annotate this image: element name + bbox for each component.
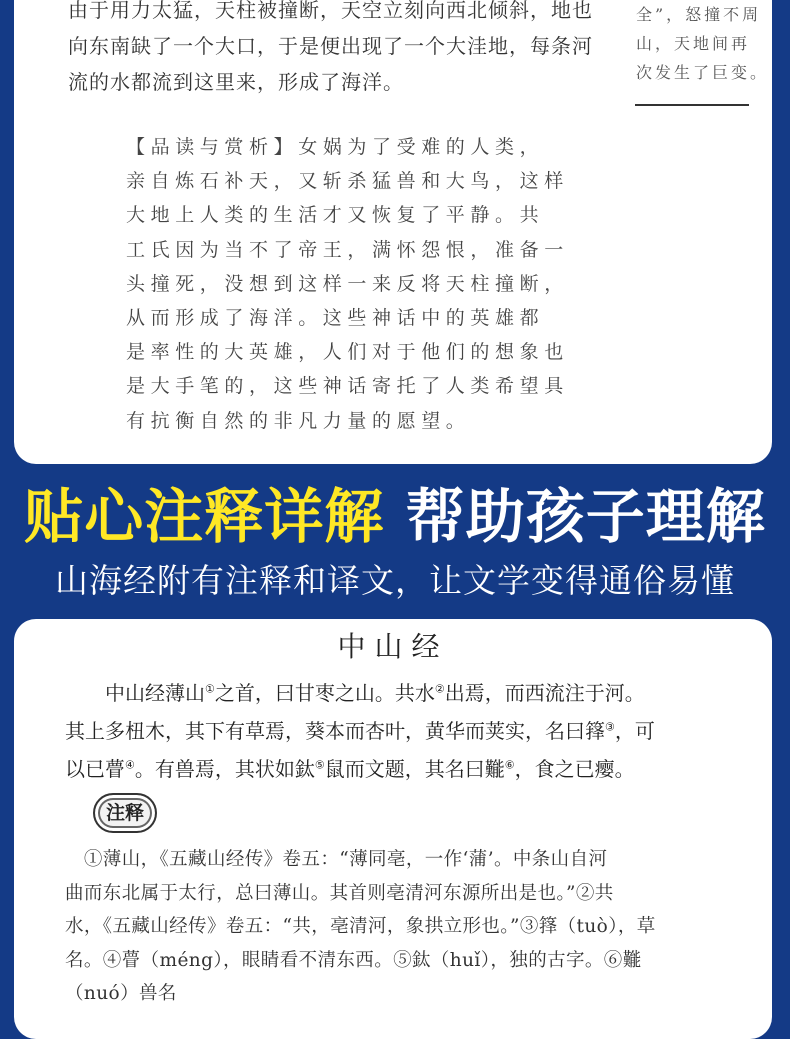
banner-title-rest: 帮助孩子理解 — [405, 482, 766, 551]
text-run: ，可 — [614, 719, 655, 743]
text-run: 鼠而文题，其名曰㔮 — [324, 757, 505, 781]
appreciation-line: 有抗衡自然的非凡力量的愿望。 — [126, 409, 471, 432]
appreciation-section — [126, 130, 569, 438]
text-run: 中山经薄山 — [105, 681, 205, 705]
text-run: 出焉，而西流注于河。 — [444, 681, 645, 705]
side-note — [636, 0, 770, 87]
book-excerpt-panel — [14, 619, 772, 1039]
side-note-line: 山，天地间再 — [636, 34, 751, 53]
classic-line — [65, 712, 725, 750]
note-line: 曲而东北属于太行，总曰薄山。其首则亳清河东源所出是也。”②共 — [65, 882, 614, 904]
appreciation-line: 是大手笔的，这些神话寄托了人类希望具 — [126, 375, 569, 398]
appreciation-line: 从而形成了海洋。这些神话中的英雄都 — [126, 307, 545, 330]
appreciation-line: 工氏因为当不了帝王，满怀怨恨，准备一 — [126, 238, 569, 261]
side-note-divider — [635, 104, 749, 106]
footnote-marker: ⑤ — [314, 758, 325, 772]
text-run: ，食之已瘿。 — [514, 757, 635, 781]
banner-title-highlight: 贴心注释详解 — [24, 482, 385, 551]
classic-text — [65, 674, 725, 788]
footnote-marker: ① — [205, 682, 215, 696]
appreciation-line: 【品读与赏析】女娲为了受难的人类， — [126, 136, 545, 158]
story-line: 向东南缺了一个大口，于是便出现了一个大洼地，每条河 — [68, 34, 593, 58]
appreciation-line: 亲自炼石补天，又斩杀猛兽和大鸟，这样 — [126, 170, 569, 193]
appreciation-line: 头撞死，没想到这样一来反将天柱撞断， — [126, 272, 569, 295]
text-run: 其上多杻木，其下有草焉，葵本而杏叶，黄华而荚实，名曰箨 — [65, 719, 605, 743]
note-line: （nuó）兽名 — [65, 983, 177, 1004]
footnote-marker: ③ — [605, 720, 615, 734]
note-line: 水，《五藏山经传》卷五：“共，亳清河，象拱立形也。”③箨（tuò），草 — [65, 916, 656, 937]
banner-subtitle: 山海经附有注释和译文，让文学变得通俗易懂 — [55, 561, 735, 600]
story-body — [68, 0, 608, 100]
classic-line — [65, 674, 725, 712]
book-section-title: 中山经 — [337, 630, 449, 663]
note-line — [65, 843, 725, 877]
text-run: 。有兽焉，其状如鈦 — [134, 757, 315, 781]
classic-line — [65, 750, 725, 788]
text-run: 以已瞢 — [65, 757, 125, 781]
footnote-marker: ④ — [125, 758, 135, 772]
story-line: 流的水都流到这里来，形成了海洋。 — [68, 70, 404, 94]
notes-badge: 注释 — [93, 793, 157, 833]
story-line: 由于用力太猛，天柱被撞断，天空立刻向西北倾斜，地也 — [68, 0, 593, 22]
appreciation-line: 是率性的大英雄，人们对于他们的想象也 — [126, 341, 569, 364]
notes-text — [65, 843, 725, 1011]
note-line: 名。④瞢（méng），眼睛看不清东西。⑤鈦（huǐ），独的古字。⑥㔮 — [65, 949, 642, 971]
story-panel — [14, 0, 772, 464]
footnote-marker: ② — [434, 682, 445, 696]
text-run: ①薄山，《五藏山经传》卷五：“薄同亳，一作‘蒲’。中条山自河 — [83, 849, 608, 870]
text-run: 之首，曰甘枣之山。共水 — [214, 681, 435, 705]
banner-title — [0, 478, 790, 556]
footnote-marker: ⑥ — [504, 758, 515, 772]
appreciation-line: 大地上人类的生活才又恢复了平静。共 — [126, 204, 545, 227]
side-note-line: 全”，怒撞不周 — [636, 5, 762, 24]
side-note-line: 次发生了巨变。 — [636, 63, 770, 82]
